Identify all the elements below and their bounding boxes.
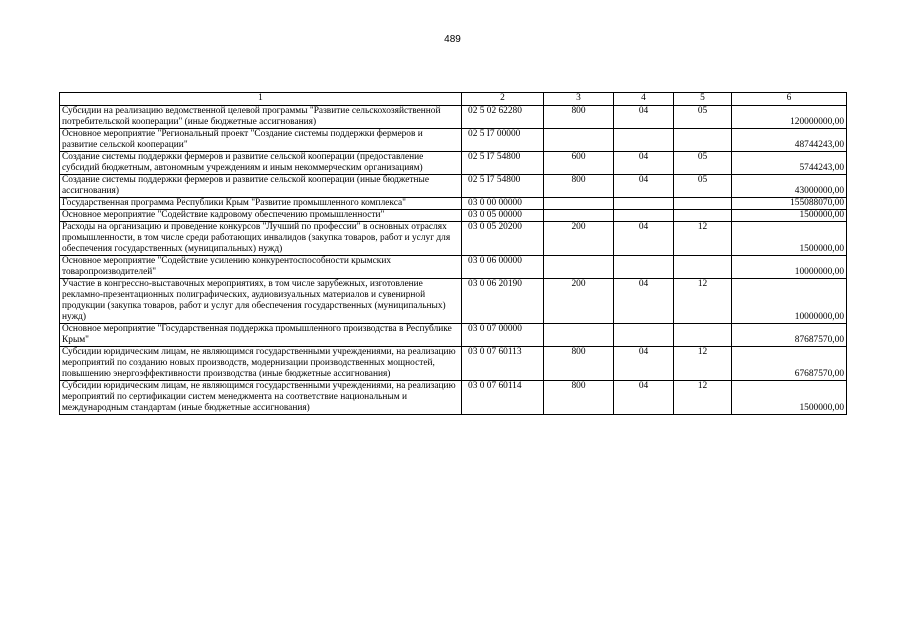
row-code-cell: 03 0 05 00000 bbox=[462, 210, 544, 222]
row-sum-cell: 10000000,00 bbox=[732, 279, 847, 324]
row-code-cell: 03 0 00 00000 bbox=[462, 198, 544, 210]
row-subsection-cell bbox=[674, 210, 732, 222]
table-row bbox=[60, 222, 847, 256]
row-expense-type-cell bbox=[544, 256, 614, 279]
row-section-cell: 04 bbox=[614, 222, 674, 256]
header-cell: 1 bbox=[60, 93, 462, 106]
row-name-cell: Создание системы поддержки фермеров и развитие сельской кооперации (иные бюджетные ассигнования) bbox=[60, 175, 462, 198]
table-row bbox=[60, 347, 847, 381]
row-section-cell: 04 bbox=[614, 279, 674, 324]
budget-table bbox=[59, 92, 847, 415]
budget-table-body bbox=[60, 93, 847, 415]
row-subsection-cell: 12 bbox=[674, 222, 732, 256]
row-expense-type-cell bbox=[544, 324, 614, 347]
row-code-cell: 03 0 06 20190 bbox=[462, 279, 544, 324]
row-sum-cell: 87687570,00 bbox=[732, 324, 847, 347]
table-row bbox=[60, 198, 847, 210]
row-expense-type-cell: 800 bbox=[544, 106, 614, 129]
row-section-cell bbox=[614, 210, 674, 222]
row-section-cell bbox=[614, 256, 674, 279]
row-code-cell: 03 0 05 20200 bbox=[462, 222, 544, 256]
row-expense-type-cell: 600 bbox=[544, 152, 614, 175]
row-section-cell bbox=[614, 324, 674, 347]
table-row bbox=[60, 210, 847, 222]
table-row bbox=[60, 279, 847, 324]
header-cell: 2 bbox=[462, 93, 544, 106]
row-section-cell: 04 bbox=[614, 347, 674, 381]
row-name-cell: Основное мероприятие "Содействие усилению конкурентоспособности крымских товаропроизводителей" bbox=[60, 256, 462, 279]
row-section-cell: 04 bbox=[614, 106, 674, 129]
row-sum-cell: 43000000,00 bbox=[732, 175, 847, 198]
row-expense-type-cell: 200 bbox=[544, 222, 614, 256]
row-sum-cell: 10000000,00 bbox=[732, 256, 847, 279]
row-expense-type-cell: 800 bbox=[544, 347, 614, 381]
row-expense-type-cell: 800 bbox=[544, 175, 614, 198]
row-expense-type-cell: 800 bbox=[544, 381, 614, 415]
header-cell: 3 bbox=[544, 93, 614, 106]
row-section-cell: 04 bbox=[614, 152, 674, 175]
row-name-cell: Участие в конгрессно-выставочных мероприятиях, в том числе зарубежных, изготовление рекламно-презентационных полиграфических, аудиовизуальных материалов и сувенирной продукции (закупка товаров, работ и услуг для обеспечения государственных (муниципальных) нужд) bbox=[60, 279, 462, 324]
row-sum-cell: 1500000,00 bbox=[732, 381, 847, 415]
row-name-cell: Основное мероприятие "Региональный проект "Создание системы поддержки фермеров и развитие сельской кооперации" bbox=[60, 129, 462, 152]
row-code-cell: 02 5 02 62280 bbox=[462, 106, 544, 129]
row-sum-cell: 155088070,00 bbox=[732, 198, 847, 210]
row-subsection-cell bbox=[674, 129, 732, 152]
row-subsection-cell: 05 bbox=[674, 175, 732, 198]
header-cell: 5 bbox=[674, 93, 732, 106]
header-cell: 6 bbox=[732, 93, 847, 106]
row-name-cell: Субсидии юридическим лицам, не являющимся государственными учреждениями, на реализацию мероприятий по созданию новых производств, модернизации производственных мощностей, повышению энергоэффективности производства (иные бюджетные ассигнования) bbox=[60, 347, 462, 381]
row-sum-cell: 120000000,00 bbox=[732, 106, 847, 129]
row-section-cell bbox=[614, 198, 674, 210]
row-section-cell: 04 bbox=[614, 381, 674, 415]
row-code-cell: 02 5 I7 54800 bbox=[462, 152, 544, 175]
row-name-cell: Расходы на организацию и проведение конкурсов "Лучший по профессии" в основных отраслях промышленности, в том числе среди работающих инвалидов (закупка товаров, работ и услуг для обеспечения государственных (муниципальных) нужд) bbox=[60, 222, 462, 256]
header-cell: 4 bbox=[614, 93, 674, 106]
row-sum-cell: 1500000,00 bbox=[732, 210, 847, 222]
row-subsection-cell: 05 bbox=[674, 152, 732, 175]
table-row bbox=[60, 152, 847, 175]
row-sum-cell: 48744243,00 bbox=[732, 129, 847, 152]
row-subsection-cell bbox=[674, 256, 732, 279]
table-header-row bbox=[60, 93, 847, 106]
row-name-cell: Основное мероприятие "Содействие кадровому обеспечению промышленности" bbox=[60, 210, 462, 222]
row-subsection-cell: 12 bbox=[674, 279, 732, 324]
table-row bbox=[60, 175, 847, 198]
row-code-cell: 03 0 07 00000 bbox=[462, 324, 544, 347]
row-name-cell: Субсидии юридическим лицам, не являющимся государственными учреждениями, на реализацию мероприятий по сертификации систем менеджмента на соответствие национальным и международным стандартам (иные бюджетные ассигнования) bbox=[60, 381, 462, 415]
row-name-cell: Государственная программа Республики Крым "Развитие промышленного комплекса" bbox=[60, 198, 462, 210]
row-subsection-cell: 05 bbox=[674, 106, 732, 129]
row-subsection-cell bbox=[674, 324, 732, 347]
row-code-cell: 03 0 07 60113 bbox=[462, 347, 544, 381]
row-sum-cell: 67687570,00 bbox=[732, 347, 847, 381]
table-row bbox=[60, 106, 847, 129]
row-code-cell: 02 5 I7 00000 bbox=[462, 129, 544, 152]
row-expense-type-cell bbox=[544, 129, 614, 152]
table-row bbox=[60, 256, 847, 279]
row-code-cell: 02 5 I7 54800 bbox=[462, 175, 544, 198]
row-sum-cell: 1500000,00 bbox=[732, 222, 847, 256]
row-section-cell: 04 bbox=[614, 175, 674, 198]
table-row bbox=[60, 129, 847, 152]
row-code-cell: 03 0 07 60114 bbox=[462, 381, 544, 415]
row-subsection-cell bbox=[674, 198, 732, 210]
table-row bbox=[60, 381, 847, 415]
page-number: 489 bbox=[444, 34, 461, 45]
row-expense-type-cell bbox=[544, 198, 614, 210]
row-name-cell: Создание системы поддержки фермеров и развитие сельской кооперации (предоставление субсидий бюджетным, автономным учреждениям и иным некоммерческим организациям) bbox=[60, 152, 462, 175]
row-name-cell: Субсидии на реализацию ведомственной целевой программы "Развитие сельскохозяйственной потребительской кооперации" (иные бюджетные ассигнования) bbox=[60, 106, 462, 129]
table-row bbox=[60, 324, 847, 347]
row-sum-cell: 5744243,00 bbox=[732, 152, 847, 175]
row-expense-type-cell bbox=[544, 210, 614, 222]
row-code-cell: 03 0 06 00000 bbox=[462, 256, 544, 279]
row-expense-type-cell: 200 bbox=[544, 279, 614, 324]
row-subsection-cell: 12 bbox=[674, 381, 732, 415]
row-section-cell bbox=[614, 129, 674, 152]
row-name-cell: Основное мероприятие "Государственная поддержка промышленного производства в Республике Крым" bbox=[60, 324, 462, 347]
row-subsection-cell: 12 bbox=[674, 347, 732, 381]
